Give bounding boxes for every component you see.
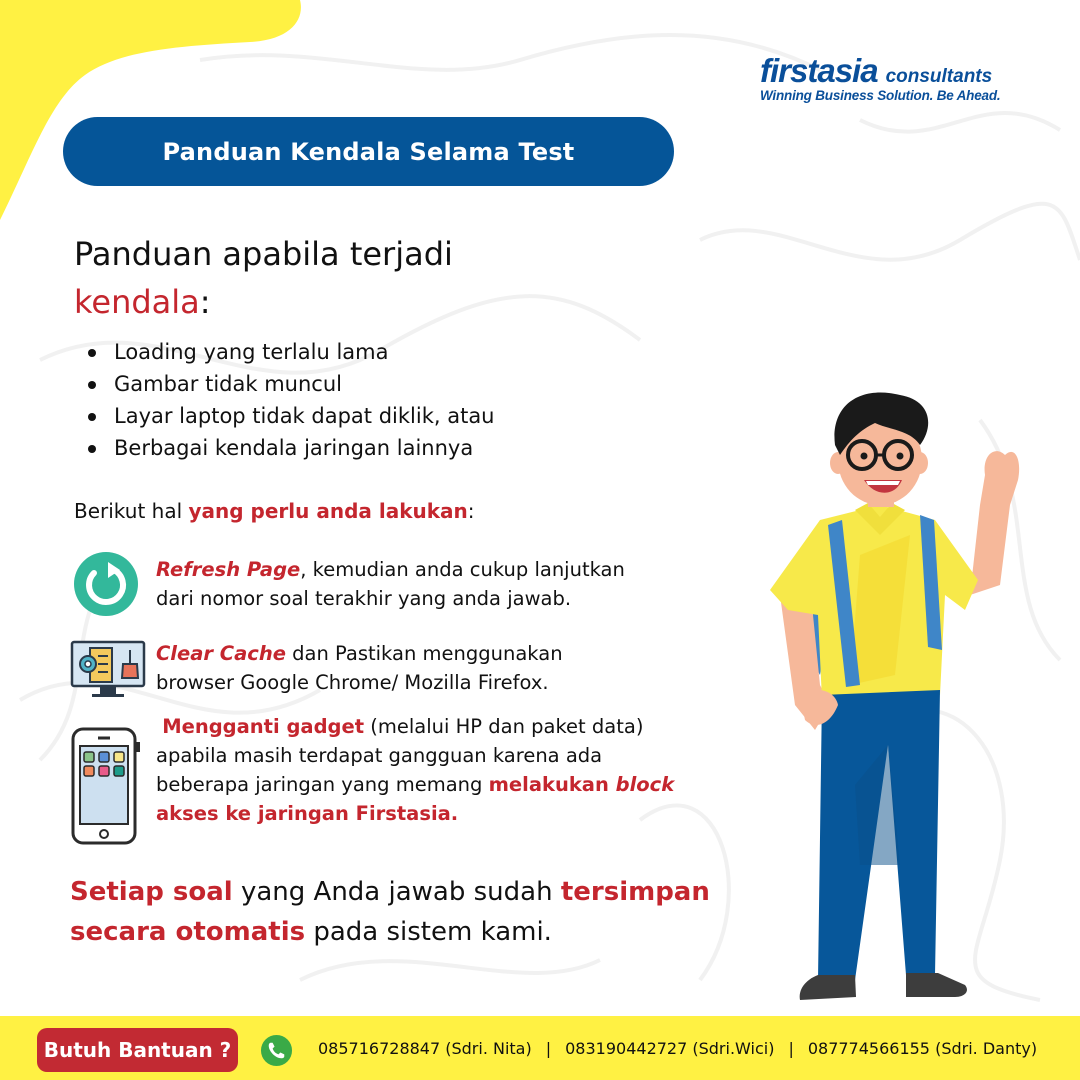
intro-prefix: Berikut hal — [74, 499, 189, 523]
clear-cache-icon — [70, 640, 146, 700]
step-gadget-line3-italic: block — [615, 773, 675, 796]
issues-list — [88, 336, 495, 464]
list-item: Berbagai kendala jaringan lainnya — [88, 432, 495, 464]
help-button-label: Butuh Bantuan ? — [43, 1038, 232, 1062]
step-gadget-line2: apabila masih terdapat gangguan karena ada — [156, 744, 603, 767]
logo-brand-name: firstasia — [760, 52, 878, 89]
firstasia-logo — [760, 52, 1040, 103]
closing-text-1: yang Anda jawab sudah — [232, 877, 561, 907]
intro-suffix: : — [467, 499, 475, 523]
heading-line-1: Panduan apabila terjadi — [74, 235, 453, 273]
step-gadget-highlight: Mengganti gadget — [162, 715, 365, 738]
closing-highlight-1: Setiap soal — [70, 877, 233, 907]
heading-colon: : — [199, 283, 211, 321]
list-item: Layar laptop tidak dapat diklik, atau — [88, 400, 495, 432]
step-change-gadget-text — [156, 712, 674, 828]
steps-intro — [74, 496, 475, 526]
step-gadget-line3-highlight: melakukan — [488, 773, 616, 796]
closing-highlight-2: tersimpan — [560, 877, 710, 907]
intro-highlight: yang perlu anda lakukan — [188, 499, 468, 523]
smartphone-icon — [70, 726, 142, 846]
yellow-corner-decoration — [0, 0, 320, 230]
step-gadget-line1: (melalui HP dan paket data) — [364, 715, 644, 738]
list-item: Loading yang terlalu lama — [88, 336, 495, 368]
contact-separator: | — [545, 1038, 552, 1058]
logo-tagline: Winning Business Solution. Be Ahead. — [760, 88, 1001, 103]
title-banner — [63, 117, 674, 186]
step-clear-cache-line1: dan Pastikan menggunakan — [285, 642, 563, 665]
step-clear-cache-line2: browser Google Chrome/ Mozilla Firefox. — [156, 671, 549, 694]
logo-suffix: consultants — [885, 66, 993, 87]
help-footer — [0, 1016, 1080, 1080]
whatsapp-phone-icon — [260, 1034, 293, 1067]
closing-highlight-3: secara otomatis — [70, 917, 306, 947]
heading-highlight: kendala — [74, 283, 200, 321]
step-gadget-line3: beberapa jaringan yang memang — [156, 773, 489, 796]
contact-wici[interactable]: 083190442727 (Sdri.Wici) — [565, 1038, 775, 1058]
step-gadget-line4: akses ke jaringan Firstasia. — [156, 802, 459, 825]
closing-text-2: pada sistem kami. — [305, 917, 552, 947]
page-title: Panduan Kendala Selama Test — [162, 137, 575, 166]
section-heading — [74, 230, 453, 326]
student-illustration — [760, 385, 1040, 1025]
heading-line-2 — [74, 278, 453, 326]
step-refresh-text — [156, 555, 625, 613]
list-item: Gambar tidak muncul — [88, 368, 495, 400]
step-refresh-line1: , kemudian anda cukup lanjutkan — [300, 558, 625, 581]
contact-separator: | — [788, 1038, 794, 1058]
step-clear-cache-highlight: Clear Cache — [156, 642, 286, 665]
contact-danty[interactable]: 087774566155 (Sdri. Danty) — [807, 1038, 1038, 1058]
contact-list — [318, 1016, 1037, 1080]
step-refresh-highlight: Refresh Page — [156, 558, 301, 581]
closing-statement — [70, 872, 710, 952]
step-refresh-line2: dari nomor soal terakhir yang anda jawab. — [156, 587, 572, 610]
step-clear-cache-text — [156, 639, 563, 697]
contact-nita[interactable]: 085716728847 (Sdri. Nita) — [318, 1038, 532, 1058]
help-button[interactable] — [37, 1028, 238, 1072]
refresh-icon — [74, 552, 138, 616]
